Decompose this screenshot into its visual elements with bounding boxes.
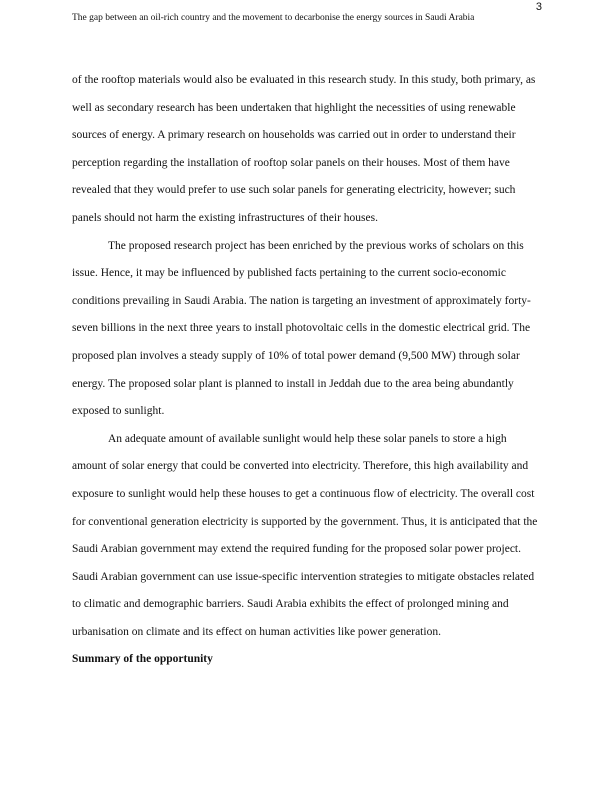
- section-heading: Summary of the opportunity: [72, 653, 213, 666]
- paragraph-3: An adequate amount of available sunlight would help these solar panels to store a high amount of solar energy that could be converted into electricity. Therefore, this high availability and exposure to sunlight would help these houses to get a continuous flow of electricity. The overall cost for conventional generation electricity is supported by the government. Thus, it is anticipated that the Saudi Arabian government may extend the required funding for the proposed solar power project. Saudi Arabian government can use issue-specific intervention strategies to mitigate obstacles related to climatic and demographic barriers. Saudi Arabia exhibits the effect of prolonged mining and urbanisation on climate and its effect on human activities like power generation.: [72, 432, 538, 638]
- paragraph-1: of the rooftop materials would also be evaluated in this research study. In this study, both primary, as well as secondary research has been undertaken that highlight the necessities of using renewable sources of energy. A primary research on households was carried out in order to understand their perception regarding the installation of rooftop solar panels on their houses. Most of them have revealed that they would prefer to use such solar panels for generating electricity, however; such panels should not harm the existing infrastructures of their houses.: [72, 74, 536, 224]
- body-text: [72, 67, 542, 674]
- running-head: The gap between an oil-rich country and the movement to decarbonise the energy sources in Saudi Arabia: [72, 13, 475, 23]
- page-number: 3: [535, 1, 542, 13]
- paragraph-2: The proposed research project has been enriched by the previous works of scholars on this issue. Hence, it may be influenced by published facts pertaining to the current socio-economic conditions prevailing in Saudi Arabia. The nation is targeting an investment of approximately forty-seven billions in the next three years to install photovoltaic cells in the domestic electrical grid. The proposed plan involves a steady supply of 10% of total power demand (9,500 MW) through solar energy. The proposed solar plant is planned to install in Jeddah due to the area being abundantly exposed to sunlight.: [72, 239, 531, 418]
